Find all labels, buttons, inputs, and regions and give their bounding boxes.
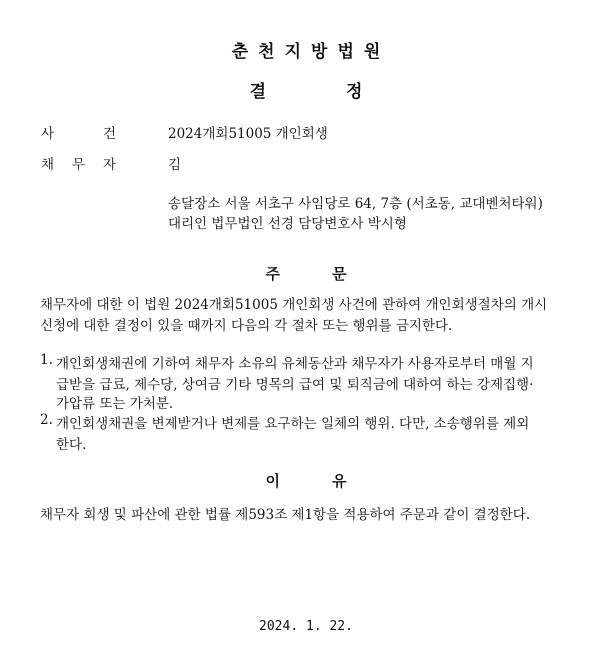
order-heading: 주 문: [265, 265, 347, 283]
order-item-line: 가압류 또는 가처분.: [56, 396, 174, 412]
reason-heading: 이 유: [265, 472, 347, 490]
case-label: 사 건: [41, 126, 117, 142]
court-name-char: 춘: [231, 42, 249, 62]
legal-agent: 대리인 법무법인 선경 담당변호사 박시형: [168, 216, 407, 232]
order-item-line: 한다.: [56, 437, 87, 453]
court-name-char: 천: [258, 42, 275, 62]
order-item-number: 2.: [40, 412, 53, 428]
case-number: 2024개회51005 개인회생: [168, 126, 328, 142]
document-title-char: 결: [249, 82, 266, 102]
document-title: [0, 77, 612, 102]
order-item-line: 급받을 급료, 제수당, 상여금 기타 명목의 급여 및 퇴직금에 대하여 하는 강제집행·: [56, 377, 534, 393]
order-item-line: 개인회생채권에 기하여 채무자 소유의 유체동산과 채무자가 사용자로부터 매월 지: [56, 356, 534, 372]
debtor-name: 김: [168, 157, 182, 173]
court-name-char: 원: [363, 42, 381, 62]
court-name-char: 법: [337, 42, 354, 62]
order-item-line: 개인회생채권을 변제받거나 변제를 요구하는 일체의 행위. 다만, 소송행위를 제외: [56, 416, 530, 432]
document-title-char: 정: [346, 82, 363, 102]
order-item-number: 1.: [40, 352, 53, 368]
court-name: [0, 37, 612, 62]
court-name-char: 방: [311, 42, 328, 62]
debtor-label: 채 무 자: [41, 157, 117, 173]
service-address: 송달장소 서울 서초구 사임당로 64, 7층 (서초동, 교대벤처타워): [168, 196, 543, 212]
reason-text: 채무자 회생 및 파산에 관한 법률 제593조 제1항을 적용하여 주문과 같이 결정한다.: [40, 507, 531, 523]
order-intro-line: 채무자에 대한 이 법원 2024개회51005 개인회생 사건에 관하여 개인회생절차의 개시: [40, 297, 548, 313]
order-intro-line: 신청에 대한 결정이 있을 때까지 다음의 각 절차 또는 행위를 금지한다.: [40, 318, 453, 334]
decision-date: 2024. 1. 22.: [259, 619, 353, 634]
court-name-char: 지: [284, 42, 301, 62]
